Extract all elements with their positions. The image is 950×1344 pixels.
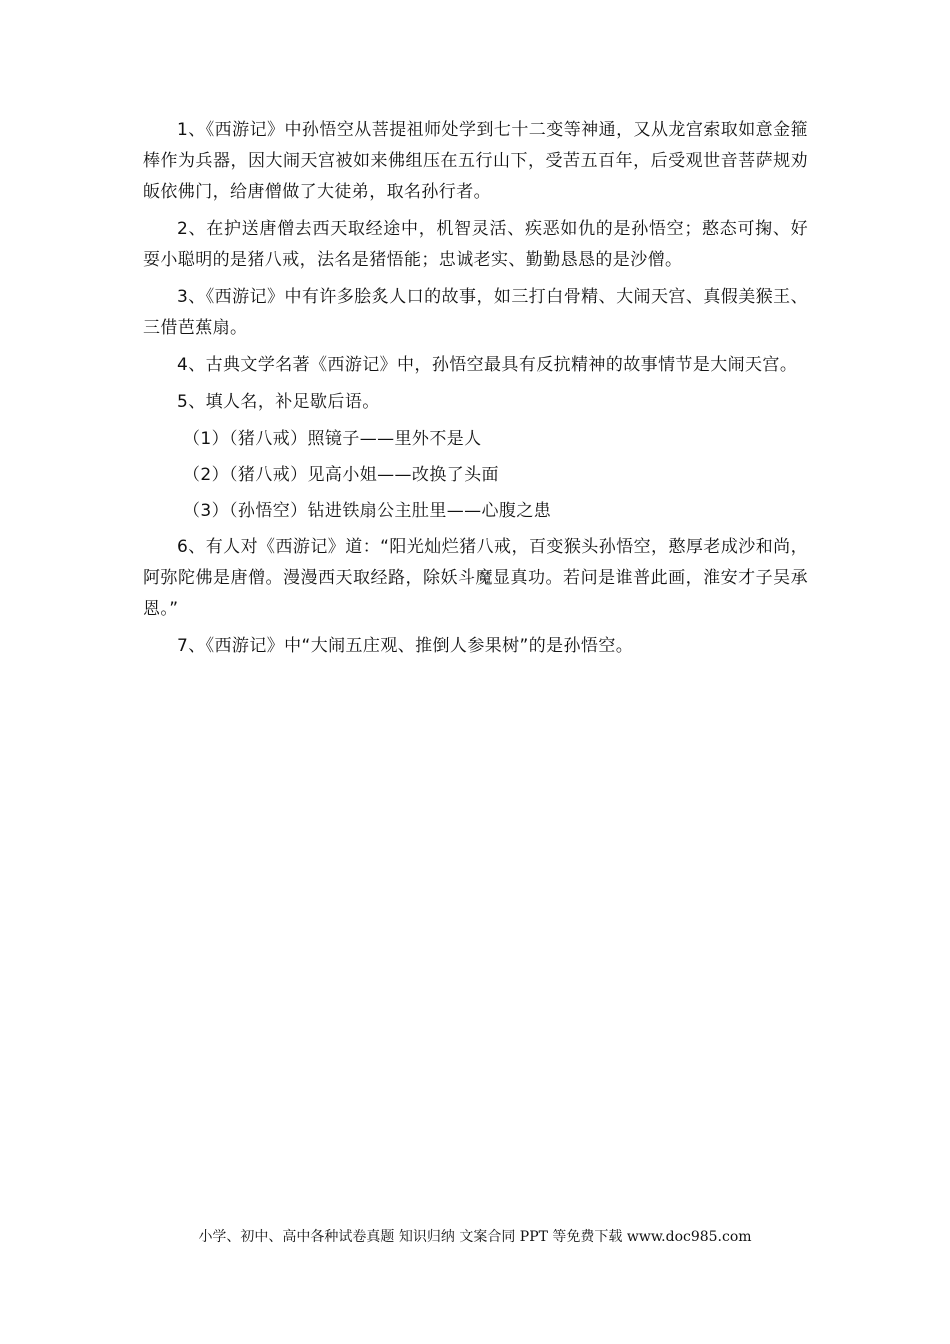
sub-item-3: （3）（孙悟空）钻进铁扇公主肚里——心腹之患 bbox=[183, 501, 552, 521]
paragraph-2: 2、在护送唐僧去西天取经途中，机智灵活、疾恶如仇的是孙悟空；憨态可掬、好耍小聪明的是猪八戒，法名是猪悟能；忠诚老实、勤勤恳恳的是沙僧。 bbox=[143, 219, 808, 270]
footer-text: 小学、初中、高中各种试卷真题 知识归纳 文案合同 PPT 等免费下载 www.doc985.com bbox=[198, 1229, 752, 1245]
sub-item-2: （2）（猪八戒）见高小姐——改换了头面 bbox=[183, 465, 499, 485]
document-body bbox=[143, 115, 808, 668]
paragraph-6: 6、有人对《西游记》道：“阳光灿烂猪八戒，百变猴头孙悟空，憨厚老成沙和尚，阿弥陀佛是唐僧。漫漫西天取经路，除妖斗魔显真功。若问是谁普此画，淮安才子吴承恩。” bbox=[143, 537, 808, 619]
sub-item-1: （1）（猪八戒）照镜子——里外不是人 bbox=[183, 429, 482, 449]
paragraph-4: 4、古典文学名著《西游记》中，孙悟空最具有反抗精神的故事情节是大闹天宫。 bbox=[177, 355, 798, 375]
paragraph-3: 3、《西游记》中有许多脍炙人口的故事，如三打白骨精、大闹天宫、真假美猴王、三借芭蕉扇。 bbox=[143, 287, 808, 338]
paragraph-7: 7、《西游记》中“大闹五庄观、推倒人参果树”的是孙悟空。 bbox=[177, 636, 634, 656]
paragraph-5: 5、填人名，补足歇后语。 bbox=[177, 392, 380, 412]
paragraph-1: 1、《西游记》中孙悟空从菩提祖师处学到七十二变等神通，又从龙宫索取如意金箍棒作为兵器，因大闹天宫被如来佛组压在五行山下，受苦五百年，后受观世音菩萨规劝皈依佛门，给唐僧做了大徒弟，取名孙行者。 bbox=[143, 120, 808, 202]
